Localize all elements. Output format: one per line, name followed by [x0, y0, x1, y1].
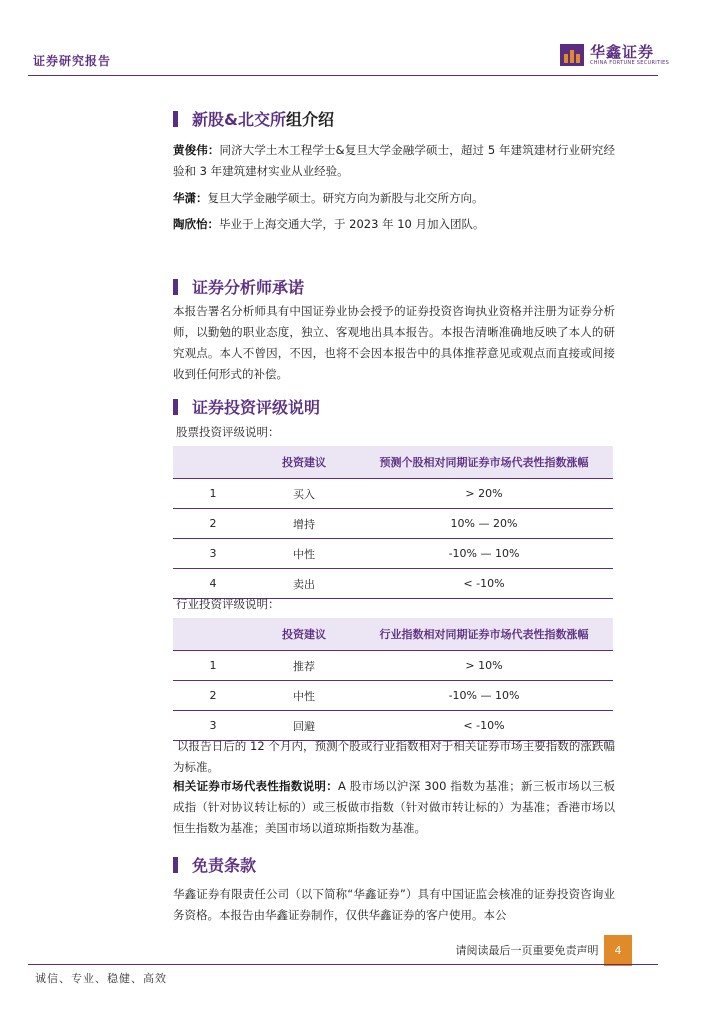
logo-en-text: CHINA FORTUNE SECURITIES: [590, 60, 670, 66]
benchmark-text: A 股市场以沪深 300 指数为基准；新三板市场以三板成指（针对协议转让标的）或三板做市指数（针对做市转让标的）为基准；香港市场以恒生指数为基准；美国市场以道琼斯指数为基准。: [173, 779, 616, 835]
table-header-row: [173, 446, 613, 479]
table-row: [173, 569, 613, 599]
team-member-3: [173, 214, 615, 235]
rating-note: 以报告日后的 12 个月内，预测个股或行业指数相对于相关证券市场主要指数的涨跌幅为标准。: [173, 739, 615, 774]
footer-disclaimer-note: 请阅读最后一页重要免责声明: [452, 935, 602, 966]
table-cell: 1: [173, 479, 253, 509]
table-cell: > 20%: [355, 479, 613, 509]
member-bio: 同济大学土木工程学士&复旦大学金融学硕士，超过 5 年建筑建材行业研究经验和 3 年建筑建材实业从业经验。: [173, 143, 616, 178]
table-cell: 2: [173, 681, 253, 711]
commitment-title: 证券分析师承诺: [192, 278, 305, 297]
table-cell: 4: [173, 569, 253, 599]
table-cell: < -10%: [355, 711, 613, 741]
table-cell: 推荐: [253, 651, 355, 681]
table-cell: 回避: [253, 711, 355, 741]
table-cell: -10% — 10%: [355, 539, 613, 569]
team-member-1: [173, 140, 615, 182]
table-cell: 买入: [253, 479, 355, 509]
table-row: [173, 479, 613, 509]
table-cell: > 10%: [355, 651, 613, 681]
table-header-row: [173, 618, 613, 651]
table-header-cell: 投资建议: [253, 618, 355, 651]
section-bar-icon: [173, 399, 178, 415]
footer-divider: [28, 964, 658, 965]
table-header-cell: [173, 446, 253, 479]
stock-rating-caption: 股票投资评级说明：: [176, 425, 280, 439]
page-number: 4: [604, 935, 632, 966]
team-title-b: 组介绍: [285, 110, 334, 129]
section-title-disclaimer: [173, 853, 256, 876]
disclaimer-title: 免责条款: [192, 856, 257, 875]
disclaimer-text: 华鑫证券有限责任公司（以下简称“华鑫证券”）具有中国证监会核准的证券投资咨询业务资格。本报告由华鑫证券制作，仅供华鑫证券的客户使用。本公: [173, 887, 615, 922]
team-member-2: [173, 188, 615, 209]
footer-motto: 诚信、专业、稳健、高效: [35, 972, 167, 985]
company-logo: [560, 44, 669, 66]
table-cell: 3: [173, 711, 253, 741]
member-name: 陶欣怡：: [173, 217, 219, 231]
section-title-team: [173, 107, 334, 130]
member-bio: 毕业于上海交通大学，于 2023 年 10 月加入团队。: [219, 217, 485, 231]
table-row: [173, 651, 613, 681]
section-title-rating: [173, 395, 320, 418]
table-cell: 3: [173, 539, 253, 569]
table-cell: 2: [173, 509, 253, 539]
section-title-commitment: [173, 275, 304, 298]
section-bar-icon: [173, 279, 178, 295]
team-title-a: 新股&北交所: [192, 110, 286, 129]
table-cell: 中性: [253, 539, 355, 569]
rating-title: 证券投资评级说明: [192, 398, 321, 417]
stock-rating-table: [173, 446, 613, 599]
report-header-title: 证券研究报告: [33, 54, 112, 68]
table-cell: < -10%: [355, 569, 613, 599]
industry-rating-caption: 行业投资评级说明：: [176, 597, 280, 611]
table-cell: 增持: [253, 509, 355, 539]
commitment-text: 本报告署名分析师具有中国证券业协会授予的证券投资咨询执业资格并注册为证券分析师，以勤勉的职业态度，独立、客观地出具本报告。本报告清晰准确地反映了本人的研究观点。本人不曾因，不因，也将不会因本报告中的具体推荐意见或观点而直接或间接收到任何形式的补偿。: [173, 304, 615, 381]
table-header-cell: 投资建议: [253, 446, 355, 479]
table-row: [173, 539, 613, 569]
member-name: 华潇：: [173, 191, 208, 205]
header-divider: [28, 75, 658, 76]
table-header-cell: [173, 618, 253, 651]
table-cell: 1: [173, 651, 253, 681]
table-cell: -10% — 10%: [355, 681, 613, 711]
section-bar-icon: [173, 857, 178, 873]
member-name: 黄俊伟：: [173, 143, 220, 157]
table-row: [173, 509, 613, 539]
table-cell: 10% — 20%: [355, 509, 613, 539]
industry-rating-table: [173, 618, 613, 741]
logo-cn-text: 华鑫证券: [590, 43, 655, 61]
table-cell: 卖出: [253, 569, 355, 599]
table-header-cell: 行业指数相对同期证券市场代表性指数涨幅: [355, 618, 613, 651]
benchmark-label: 相关证券市场代表性指数说明：: [173, 779, 338, 793]
table-header-cell: 预测个股相对同期证券市场代表性指数涨幅: [355, 446, 613, 479]
section-bar-icon: [173, 111, 178, 127]
member-bio: 复旦大学金融学硕士。研究方向为新股与北交所方向。: [207, 191, 484, 205]
logo-mark-icon: [560, 44, 584, 66]
benchmark-description: [173, 776, 615, 839]
table-row: [173, 681, 613, 711]
table-cell: 中性: [253, 681, 355, 711]
